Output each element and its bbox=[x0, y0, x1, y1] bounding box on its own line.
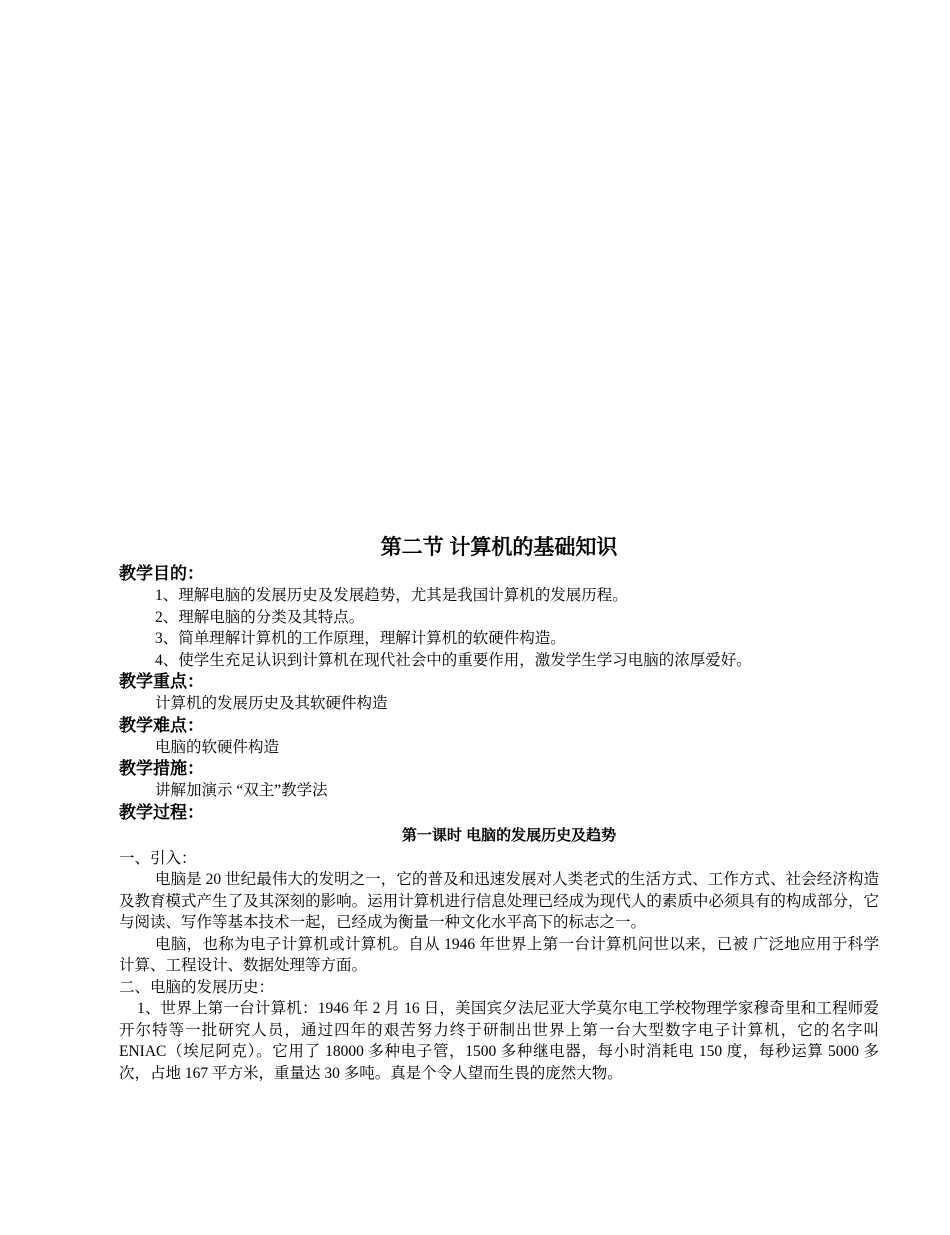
key-points-text: 计算机的发展历史及其软硬件构造 bbox=[155, 695, 388, 712]
measures-text: 讲解加演示 “双主”教学法 bbox=[155, 782, 328, 799]
measures-heading: 教学措施： bbox=[119, 759, 204, 778]
document-body bbox=[119, 533, 879, 1084]
objective-item: 2、理解电脑的分类及其特点。 bbox=[155, 608, 365, 626]
intro-paragraph: 电脑，也称为电子计算机或计算机。自从 1946 年世界上第一台计算机问世以来，已被 广泛地应用于科学计算、工程设计、数据处理等方面。 bbox=[119, 935, 879, 974]
difficulties-heading: 教学难点： bbox=[119, 715, 204, 735]
lesson-title: 第一课时 电脑的发展历史及趋势 bbox=[401, 826, 617, 844]
objective-item: 3、简单理解计算机的工作原理，理解计算机的软硬件构造。 bbox=[155, 630, 566, 647]
intro-label: 一、引入： bbox=[119, 849, 197, 867]
objective-item: 4、使学生充足认识到计算机在现代社会中的重要作用，激发学生学习电脑的浓厚爱好。 bbox=[155, 651, 752, 669]
history-paragraph: 1、世界上第一台计算机：1946 年 2 月 16 日，美国宾夕法尼亚大学莫尔电工学校物理学家穆奇里和工程师爱开尔特等一批研究人员，通过四年的艰苦努力终于研制出世界上第一台大型数字电子计算机，它的名字叫 ENIAC（埃尼阿克）。它用了 18000 多种电子管，1500 多种继电器，每小时消耗电 150 度，每秒运算 5000 多次，占地 167 平方米，重量达 30 多吨。真是个令人望而生畏的庞然大物。 bbox=[119, 1000, 879, 1082]
intro-paragraph: 电脑是 20 世纪最伟大的发明之一，它的普及和迅速发展对人类老式的生活方式、工作方式、社会经济构造及教育模式产生了及其深刻的影响。运用计算机进行信息处理已经成为现代人的素质中必须具有的构成部分，它与阅读、写作等基本技术一起，已经成为衡量一种文化水平高下的标志之一。 bbox=[119, 871, 879, 931]
difficulties-text: 电脑的软硬件构造 bbox=[155, 738, 280, 756]
objective-item: 1、理解电脑的发展历史及发展趋势，尤其是我国计算机的发展历程。 bbox=[155, 587, 628, 604]
section-title: 第二节 计算机的基础知识 bbox=[380, 536, 618, 559]
key-points-heading: 教学重点： bbox=[119, 672, 204, 691]
process-heading: 教学过程： bbox=[119, 802, 204, 822]
objectives-heading: 教学目的： bbox=[119, 564, 204, 583]
history-label: 二、电脑的发展历史： bbox=[119, 978, 275, 996]
